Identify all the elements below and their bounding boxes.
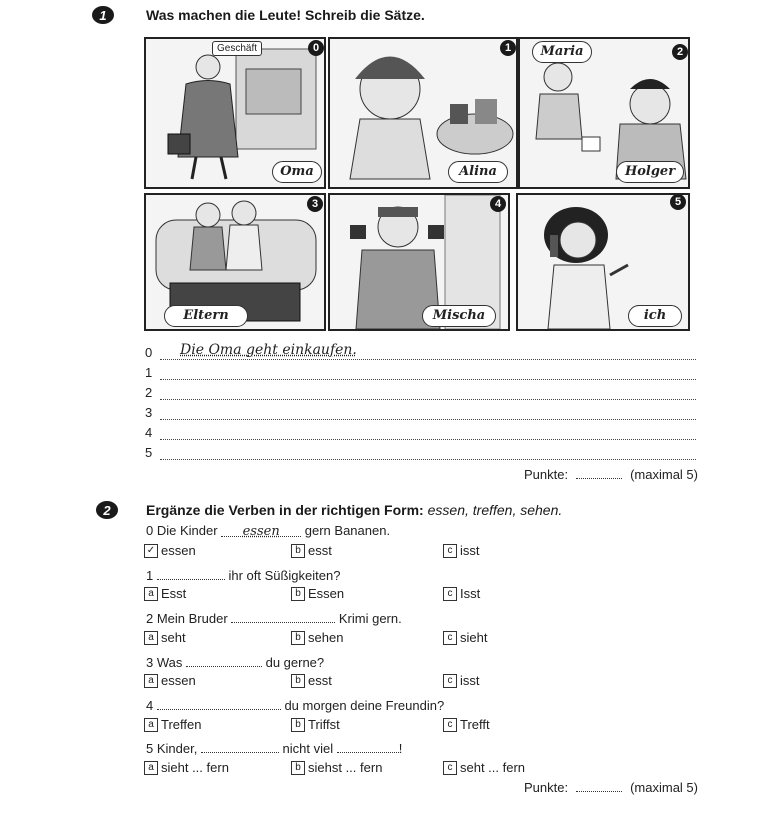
checkbox[interactable]: c — [443, 674, 457, 688]
score-label: Punkte: — [524, 467, 569, 482]
option-label: sehen — [308, 630, 344, 645]
item-0-sentence — [146, 523, 390, 538]
exercise-2-instruction: Ergänze die Verben in der richtigen Form: — [146, 502, 424, 518]
checkbox[interactable]: a — [144, 718, 158, 732]
item-5-blank-2[interactable] — [337, 740, 399, 753]
sentence-text: nicht viel — [278, 741, 337, 756]
shop-sign: Geschäft — [212, 41, 262, 56]
sentence-text: ! — [398, 741, 403, 756]
name-label-holger: Holger — [616, 161, 684, 183]
line-number: 0 — [145, 345, 153, 360]
checkbox[interactable]: b — [291, 718, 305, 732]
score-exercise-1 — [524, 466, 698, 482]
answer-line-3[interactable] — [160, 419, 696, 420]
exercise-2-title — [146, 502, 562, 518]
item-0-option-b[interactable] — [291, 543, 332, 558]
line-number: 3 — [145, 405, 153, 420]
checkbox[interactable]: a — [144, 761, 158, 775]
item-5-blank-1[interactable] — [201, 740, 279, 753]
score-field[interactable] — [576, 779, 622, 792]
option-label: isst — [460, 543, 480, 558]
panel-4 — [328, 193, 510, 331]
item-3-option-a[interactable] — [144, 673, 196, 688]
checkbox[interactable]: a — [144, 674, 158, 688]
item-4-option-a[interactable] — [144, 717, 201, 732]
sentence-text: Krimi gern. — [335, 611, 402, 626]
panel-2 — [518, 37, 690, 189]
sentence-text: 3 Was — [146, 655, 186, 670]
sentence-text: 0 Die Kinder — [146, 523, 222, 538]
panel-number: 1 — [500, 40, 516, 56]
option-label: seht — [161, 630, 186, 645]
answer-text-0: Die Oma geht einkaufen. — [180, 342, 357, 358]
option-label: essen — [161, 543, 196, 558]
item-0-blank[interactable]: essen — [221, 524, 301, 537]
exercise-2-verbs: essen, treffen, sehen. — [427, 502, 563, 518]
item-4-blank[interactable] — [157, 697, 281, 710]
line-number: 5 — [145, 445, 153, 460]
item-1-option-a[interactable] — [144, 586, 186, 601]
checkbox[interactable]: c — [443, 631, 457, 645]
sentence-text: du gerne? — [261, 655, 325, 670]
item-1-sentence — [146, 567, 340, 583]
panel-number: 3 — [307, 196, 323, 212]
option-label: sieht — [460, 630, 488, 645]
line-number: 4 — [145, 425, 153, 440]
item-1-option-b[interactable] — [291, 586, 344, 601]
item-1-blank[interactable] — [157, 567, 225, 580]
option-label: Triffst — [308, 717, 340, 732]
name-label-eltern: Eltern — [164, 305, 248, 327]
name-label-mischa: Mischa — [422, 305, 496, 327]
line-number: 2 — [145, 385, 153, 400]
panel-number: 0 — [308, 40, 324, 56]
checkbox[interactable]: c — [443, 761, 457, 775]
checkbox[interactable]: a — [144, 631, 158, 645]
option-label: Essen — [308, 586, 345, 601]
sentence-text: du morgen deine Freundin? — [280, 698, 445, 713]
panel-number: 5 — [670, 194, 686, 210]
item-4-sentence — [146, 697, 444, 713]
item-2-sentence — [146, 610, 402, 626]
line-number: 1 — [145, 365, 153, 380]
sentence-text: 4 — [146, 698, 157, 713]
score-max: (maximal 5) — [630, 780, 698, 795]
checkbox[interactable]: b — [291, 761, 305, 775]
score-field[interactable] — [576, 466, 622, 479]
item-2-option-a[interactable] — [144, 630, 186, 645]
option-label: esst — [308, 673, 332, 688]
answer-line-0[interactable] — [160, 359, 696, 360]
option-label: Isst — [460, 586, 481, 601]
option-label: Esst — [161, 586, 187, 601]
score-max: (maximal 5) — [630, 467, 698, 482]
option-label: Trefft — [460, 717, 490, 732]
panel-3 — [144, 193, 326, 331]
panel-0 — [144, 37, 326, 189]
item-0-option-a[interactable] — [144, 543, 196, 558]
option-label: isst — [460, 673, 480, 688]
checkbox[interactable]: c — [443, 718, 457, 732]
item-2-option-b[interactable] — [291, 630, 343, 645]
exercise-1-badge: 1 — [92, 6, 114, 24]
answer-line-4[interactable] — [160, 439, 696, 440]
checkbox[interactable]: c — [443, 544, 457, 558]
sentence-text: 5 Kinder, — [146, 741, 201, 756]
panel-number: 4 — [490, 196, 506, 212]
item-4-option-c[interactable] — [443, 717, 490, 732]
score-label: Punkte: — [524, 780, 569, 795]
option-label: essen — [161, 673, 196, 688]
item-3-blank[interactable] — [186, 654, 262, 667]
item-5-option-c[interactable] — [443, 760, 525, 775]
checkbox[interactable]: a — [144, 587, 158, 601]
item-1-option-c[interactable] — [443, 586, 480, 601]
item-2-blank[interactable] — [231, 610, 335, 623]
exercise-1-title: Was machen die Leute! Schreib die Sätze. — [146, 7, 425, 23]
panel-1 — [328, 37, 518, 189]
checked-checkbox[interactable]: ✓ — [144, 544, 158, 558]
item-5-sentence — [146, 740, 402, 756]
exercise-2-badge: 2 — [96, 501, 118, 519]
item-5-option-b[interactable] — [291, 760, 382, 775]
checkbox[interactable]: b — [291, 674, 305, 688]
item-3-option-b[interactable] — [291, 673, 332, 688]
name-label-oma: Oma — [272, 161, 322, 183]
item-5-option-a[interactable] — [144, 760, 229, 775]
item-0-option-c[interactable] — [443, 543, 480, 558]
item-4-option-b[interactable] — [291, 717, 340, 732]
option-label: siehst ... fern — [308, 760, 383, 775]
sentence-text: 1 — [146, 568, 157, 583]
sentence-text: gern Bananen. — [301, 523, 391, 538]
panel-number: 2 — [672, 44, 688, 60]
checkbox[interactable]: c — [443, 587, 457, 601]
option-label: sieht ... fern — [161, 760, 229, 775]
answer-line-5[interactable] — [160, 459, 696, 460]
sentence-text: 2 Mein Bruder — [146, 611, 232, 626]
option-label: Treffen — [161, 717, 202, 732]
name-label-maria: Maria — [532, 41, 592, 63]
option-label: seht ... fern — [460, 760, 526, 775]
checkbox[interactable]: b — [291, 544, 305, 558]
sentence-text: ihr oft Süßigkeiten? — [224, 568, 341, 583]
item-3-option-c[interactable] — [443, 673, 480, 688]
answer-line-2[interactable] — [160, 399, 696, 400]
answer-line-1[interactable] — [160, 379, 696, 380]
checkbox[interactable]: b — [291, 631, 305, 645]
name-label-ich: ich — [628, 305, 682, 327]
option-label: esst — [308, 543, 332, 558]
item-2-option-c[interactable] — [443, 630, 487, 645]
score-exercise-2 — [524, 779, 698, 795]
item-3-sentence — [146, 654, 324, 670]
panel-5 — [516, 193, 690, 331]
checkbox[interactable]: b — [291, 587, 305, 601]
name-label-alina: Alina — [448, 161, 508, 183]
